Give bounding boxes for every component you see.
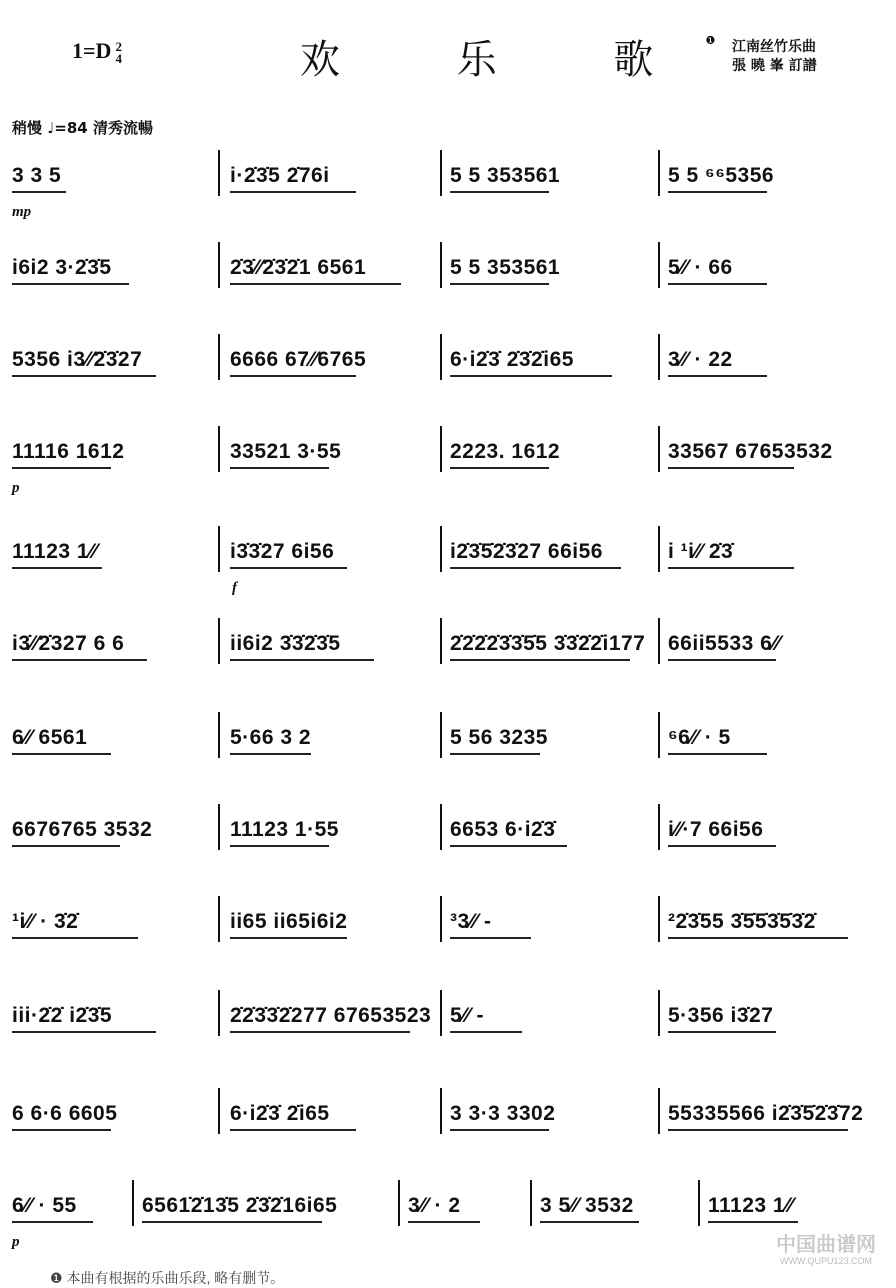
barline — [658, 990, 660, 1036]
measure: 6666 67⁄⁄6765 — [230, 348, 367, 371]
score-system — [12, 632, 882, 692]
measure: ii6i2 3̇3̇2̇3̇5 — [230, 632, 341, 655]
watermark-url: WWW.QUPU123.COM — [779, 1256, 872, 1266]
barline — [218, 618, 220, 664]
barline — [658, 526, 660, 572]
measure: 2̇3̇⁄⁄2̇3̇2̇1 6561 — [230, 256, 367, 279]
score-system — [12, 256, 882, 316]
barline — [440, 618, 442, 664]
barline — [658, 712, 660, 758]
credit — [732, 38, 817, 76]
beam-underline — [668, 375, 767, 377]
measure: 6676765 3532 — [12, 818, 153, 841]
dynamic-marking: p — [12, 1234, 20, 1250]
measure: 5 5 353561 — [450, 164, 561, 187]
barline — [658, 150, 660, 196]
beam-underline — [450, 283, 549, 285]
measure: 3 3·3 3302 — [450, 1102, 556, 1125]
score-system — [12, 164, 882, 224]
measure: 6⁄⁄ 6561 — [12, 726, 88, 749]
beam-underline — [408, 1221, 480, 1223]
beam-underline — [450, 467, 549, 469]
measure: 2̇2̇3̇3̇2̇277 67653523 — [230, 1004, 432, 1027]
beam-underline — [450, 1031, 522, 1033]
beam-underline — [668, 567, 794, 569]
barline — [658, 334, 660, 380]
time-signature: 2 4 — [115, 38, 122, 66]
beam-underline — [230, 1129, 356, 1131]
measure: 5⁄⁄ - — [450, 1004, 485, 1027]
dynamic-marking: mp — [12, 204, 32, 220]
beam-underline — [12, 567, 102, 569]
measure: 5·356 i3̇27 — [668, 1004, 774, 1027]
measure: i6i2 3·2̇3̇5 — [12, 256, 112, 279]
beam-underline — [668, 1129, 848, 1131]
measure: 3⁄⁄ · 22 — [668, 348, 733, 371]
barline — [440, 990, 442, 1036]
measure: 6·i2̇3̇ 2̇3̇2̇i65 — [450, 348, 574, 371]
measure: 6561̇2̇13̇5 2̇3̇2̇16i65 — [142, 1194, 338, 1217]
beam-underline — [230, 753, 311, 755]
tempo-marking: 稍慢 ♩=84 清秀流暢 — [12, 119, 153, 137]
barline — [440, 242, 442, 288]
beam-underline — [230, 191, 356, 193]
beam-underline — [450, 753, 540, 755]
beam-underline — [12, 375, 156, 377]
barline — [658, 804, 660, 850]
beam-underline — [668, 191, 767, 193]
measure: 5 5 353561 — [450, 256, 561, 279]
beam-underline — [668, 467, 794, 469]
barline — [530, 1180, 532, 1226]
beam-underline — [540, 1221, 639, 1223]
measure: ¹i⁄⁄ · 3̇2̇ — [12, 910, 79, 933]
measure: i·2̇3̇5 2̇76i — [230, 164, 330, 187]
beam-underline — [12, 845, 120, 847]
barline — [440, 1088, 442, 1134]
beam-underline — [708, 1221, 798, 1223]
beam-underline — [12, 1221, 93, 1223]
barline — [658, 1088, 660, 1134]
beam-underline — [12, 467, 111, 469]
beam-underline — [668, 1031, 776, 1033]
barline — [218, 150, 220, 196]
beam-underline — [12, 283, 129, 285]
beam-underline — [230, 375, 356, 377]
beam-underline — [668, 937, 848, 939]
beam-underline — [12, 191, 66, 193]
score-system — [12, 1194, 882, 1254]
measure: ii65 ii65i6i2 — [230, 910, 348, 933]
measure: ³3⁄⁄ - — [450, 910, 492, 933]
key-signature: 1=D 2 4 — [72, 38, 122, 66]
measure: 33521 3·55 — [230, 440, 342, 463]
beam-underline — [450, 845, 567, 847]
score-system — [12, 348, 882, 408]
beam-underline — [668, 753, 767, 755]
barline — [132, 1180, 134, 1226]
measure: i⁄⁄·7 66i56 — [668, 818, 764, 841]
measure: i ¹i⁄⁄ 2̇3̇ — [668, 540, 734, 563]
barline — [658, 426, 660, 472]
beam-underline — [668, 845, 776, 847]
beam-underline — [12, 753, 111, 755]
beam-underline — [230, 283, 401, 285]
measure: 11123 1⁄⁄ — [708, 1194, 794, 1217]
barline — [440, 804, 442, 850]
barline — [218, 526, 220, 572]
barline — [440, 334, 442, 380]
measure: 33567 67653532 — [668, 440, 833, 463]
barline — [658, 618, 660, 664]
beam-underline — [230, 567, 347, 569]
measure: 5356 i3⁄⁄2̇3̇27 — [12, 348, 143, 371]
barline — [218, 1088, 220, 1134]
beam-underline — [668, 283, 767, 285]
measure: iii·2̇2̇ i2̇3̇5 — [12, 1004, 113, 1027]
beam-underline — [450, 1129, 549, 1131]
barline — [440, 712, 442, 758]
beam-underline — [230, 1031, 410, 1033]
credit-line-1: 江南丝竹乐曲 — [732, 39, 816, 55]
barline — [218, 896, 220, 942]
beam-underline — [450, 567, 621, 569]
barline — [440, 426, 442, 472]
measure: 6 6·6 6605 — [12, 1102, 118, 1125]
beam-underline — [230, 937, 347, 939]
measure: 2̇2̇2̇2̇3̇3̇5̇5 3̇3̇2̇2̇i177 — [450, 632, 646, 655]
measure: 6⁄⁄ · 55 — [12, 1194, 77, 1217]
barline — [218, 334, 220, 380]
measure: i2̇3̇5̇2̇3̇27 66i56 — [450, 540, 603, 563]
beam-underline — [450, 937, 531, 939]
score-system — [12, 540, 882, 600]
measure: ⁶6⁄⁄ · 5 — [668, 726, 731, 749]
barline — [658, 242, 660, 288]
beam-underline — [230, 467, 329, 469]
measure: 3 3 5 — [12, 164, 62, 187]
barline — [698, 1180, 700, 1226]
measure: 5 5 ⁶⁶5356 — [668, 164, 775, 187]
beam-underline — [450, 191, 549, 193]
measure: 6653 6·i2̇3̇ — [450, 818, 556, 841]
beam-underline — [450, 659, 630, 661]
watermark-logo: 中国曲谱网 — [776, 1234, 876, 1256]
measure: 3 5⁄⁄ 3532 — [540, 1194, 634, 1217]
score-system — [12, 726, 882, 786]
beam-underline — [12, 1129, 111, 1131]
barline — [440, 150, 442, 196]
barline — [218, 804, 220, 850]
measure: 2223. 1612 — [450, 440, 561, 463]
barline — [218, 712, 220, 758]
beam-underline — [12, 659, 147, 661]
measure: 3⁄⁄ · 2 — [408, 1194, 461, 1217]
footnote-mark: ❶ — [705, 34, 716, 47]
measure: i3̇⁄⁄2̇327 6 6 — [12, 632, 125, 655]
page-title: 欢 乐 歌$^❶$ — [300, 34, 716, 83]
measure: 5·66 3 2 — [230, 726, 312, 749]
footnote: ❶ 本曲有根据的乐曲乐段, 略有删节。 — [50, 1270, 285, 1286]
beam-underline — [12, 1031, 156, 1033]
score-system — [12, 1102, 882, 1162]
beam-underline — [230, 845, 329, 847]
barline — [440, 526, 442, 572]
measure: 11116 1612 — [12, 440, 125, 463]
measure: 55335566 i2̇3̇5̇2̇3̇72 — [668, 1102, 864, 1125]
barline — [440, 896, 442, 942]
barline — [218, 426, 220, 472]
dynamic-marking: f — [232, 580, 237, 596]
beam-underline — [230, 659, 374, 661]
measure: i3̇3̇27 6i56 — [230, 540, 335, 563]
dynamic-marking: p — [12, 480, 20, 496]
measure: 6·i2̇3̇ 2̇i65 — [230, 1102, 330, 1125]
score-system — [12, 910, 882, 970]
measure: 11123 1⁄⁄ — [12, 540, 98, 563]
credit-line-2: 張 曉 峯 訂譜 — [732, 58, 817, 74]
barline — [398, 1180, 400, 1226]
measure: 11123 1·55 — [230, 818, 339, 841]
barline — [218, 242, 220, 288]
beam-underline — [12, 937, 138, 939]
score-system — [12, 1004, 882, 1064]
beam-underline — [450, 375, 612, 377]
beam-underline — [142, 1221, 322, 1223]
barline — [658, 896, 660, 942]
measure: ²2̇3̇55 3̇5̇5̇3̇5̇3̇2̇ — [668, 910, 816, 933]
measure: 5⁄⁄ · 66 — [668, 256, 733, 279]
barline — [218, 990, 220, 1036]
beam-underline — [668, 659, 776, 661]
measure: 66ii5533 6⁄⁄ — [668, 632, 781, 655]
score-system — [12, 818, 882, 878]
score-system — [12, 440, 882, 500]
measure: 5 56 3235 — [450, 726, 548, 749]
